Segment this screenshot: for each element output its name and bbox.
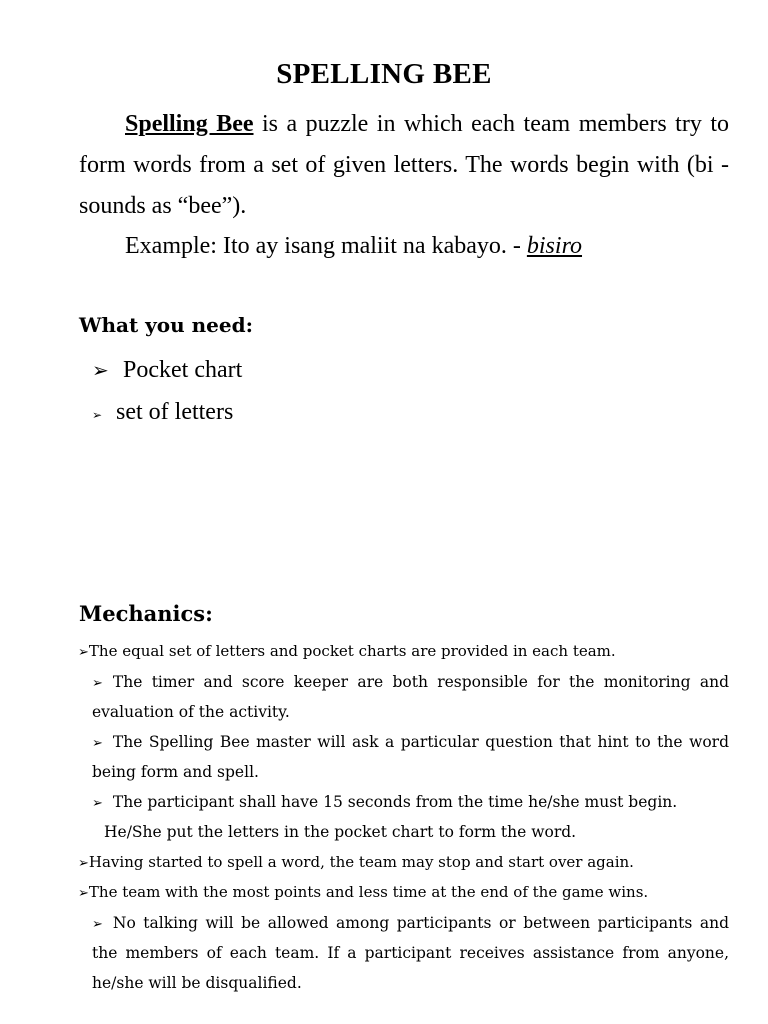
arrow-bullet-icon: ➢	[92, 360, 109, 382]
what-you-need-heading: What you need:	[79, 313, 253, 337]
list-item: ➢ The participant shall have 15 seconds from the time he/she must begin. He/She put the letters in the pocket chart to form the word.	[92, 792, 678, 841]
list-item: ➢ The timer and score keeper are both responsible for the monitoring and evaluation of the activity.	[92, 672, 729, 721]
list-item: ➢Having started to spell a word, the team may stop and start over again.	[78, 852, 634, 871]
list-item-continuation: He/She put the letters in the pocket chart to form the word.	[104, 823, 577, 841]
list-item: ➢ set of letters	[92, 392, 242, 436]
intro-paragraph	[79, 104, 729, 227]
arrow-bullet-icon: ➢	[92, 795, 103, 811]
list-item: ➢ The Spelling Bee master will ask a particular question that hint to the word being form and spell.	[92, 732, 729, 781]
mechanics-heading: Mechanics:	[79, 601, 213, 626]
arrow-bullet-icon: ➢	[92, 916, 103, 932]
example-answer: bisiro	[526, 233, 583, 259]
intro-term: Spelling Bee	[125, 111, 254, 137]
list-item: ➢ No talking will be allowed among participants or between participants and the members of each team. If a participant receives assistance from anyone, he/she will be disqualified.	[92, 913, 729, 992]
list-item: ➢ Pocket chart	[92, 350, 242, 392]
mechanics-list	[78, 637, 729, 998]
arrow-bullet-icon: ➢	[92, 675, 103, 691]
list-item: ➢The equal set of letters and pocket charts are provided in each team.	[78, 642, 616, 660]
example-prefix: Example: Ito ay isang maliit na kabayo. -	[125, 233, 527, 259]
arrow-bullet-icon: ➢	[78, 886, 89, 901]
example-line	[125, 226, 745, 267]
arrow-bullet-icon: ➢	[92, 735, 103, 751]
arrow-bullet-icon: ➢	[78, 645, 89, 660]
page-title: SPELLING BEE	[276, 58, 492, 90]
intro-text: is a puzzle in which each team members try to form words from a set of given letters. The words begin with (bi - sounds as “bee”).	[79, 111, 729, 219]
list-item: ➢The team with the most points and less time at the end of the game wins.	[78, 883, 649, 901]
what-you-need-list	[92, 350, 242, 436]
arrow-bullet-icon: ➢	[78, 855, 89, 871]
arrow-bullet-icon: ➢	[92, 408, 103, 422]
